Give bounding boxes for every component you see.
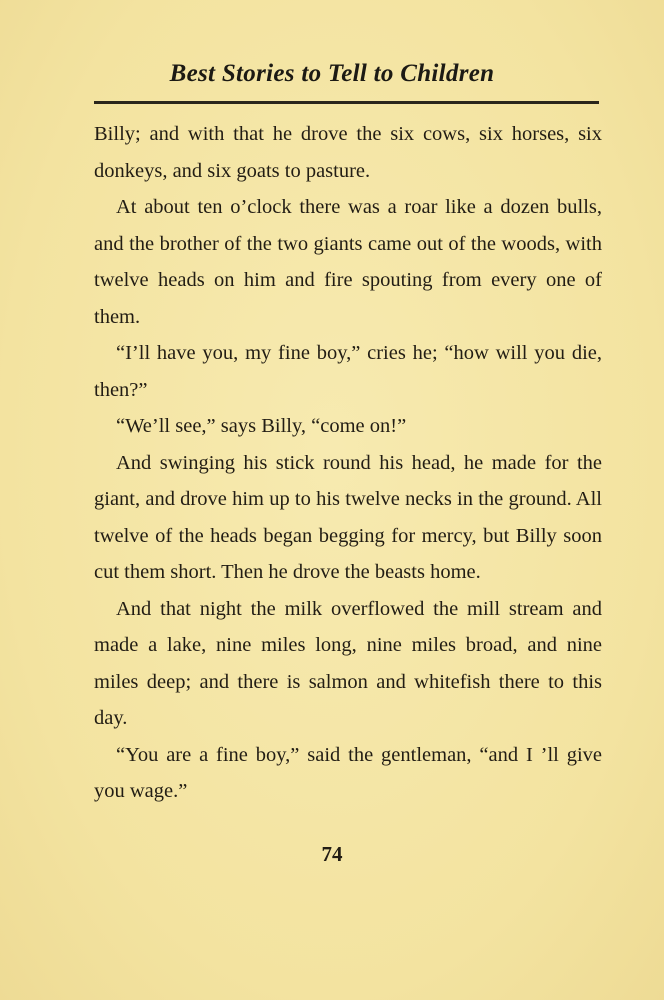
paragraph: And swinging his stick round his head, he made for the giant, and drove him up to his twelve necks in the ground. All twelve of the heads began begging for mercy, but Billy soon cut them short. Then he drove the beasts home. (94, 451, 602, 583)
paragraph: “You are a fine boy,” said the gentleman, “and I ’ll give you wage.” (94, 743, 602, 802)
paragraph: “I’ll have you, my fine boy,” cries he; “how will you die, then?” (94, 342, 602, 401)
paragraph: Billy; and with that he drove the six cows, six horses, six donkeys, and six goats to pasture. (94, 123, 602, 182)
header-rule (94, 101, 599, 104)
body-text (94, 116, 602, 810)
paragraph: “We’ll see,” says Billy, “come on!” (116, 415, 407, 437)
page-number: 74 (321, 842, 343, 866)
paragraph: And that night the milk overflowed the mill stream and made a lake, nine miles long, nine miles broad, and nine miles deep; and there is salmon and whitefish there to this day. (94, 597, 602, 729)
paragraph: At about ten o’clock there was a roar like a dozen bulls, and the brother of the two giants came out of the woods, with twelve heads on him and fire spouting from every one of them. (94, 196, 602, 328)
running-title: Best Stories to Tell to Children (169, 60, 495, 87)
